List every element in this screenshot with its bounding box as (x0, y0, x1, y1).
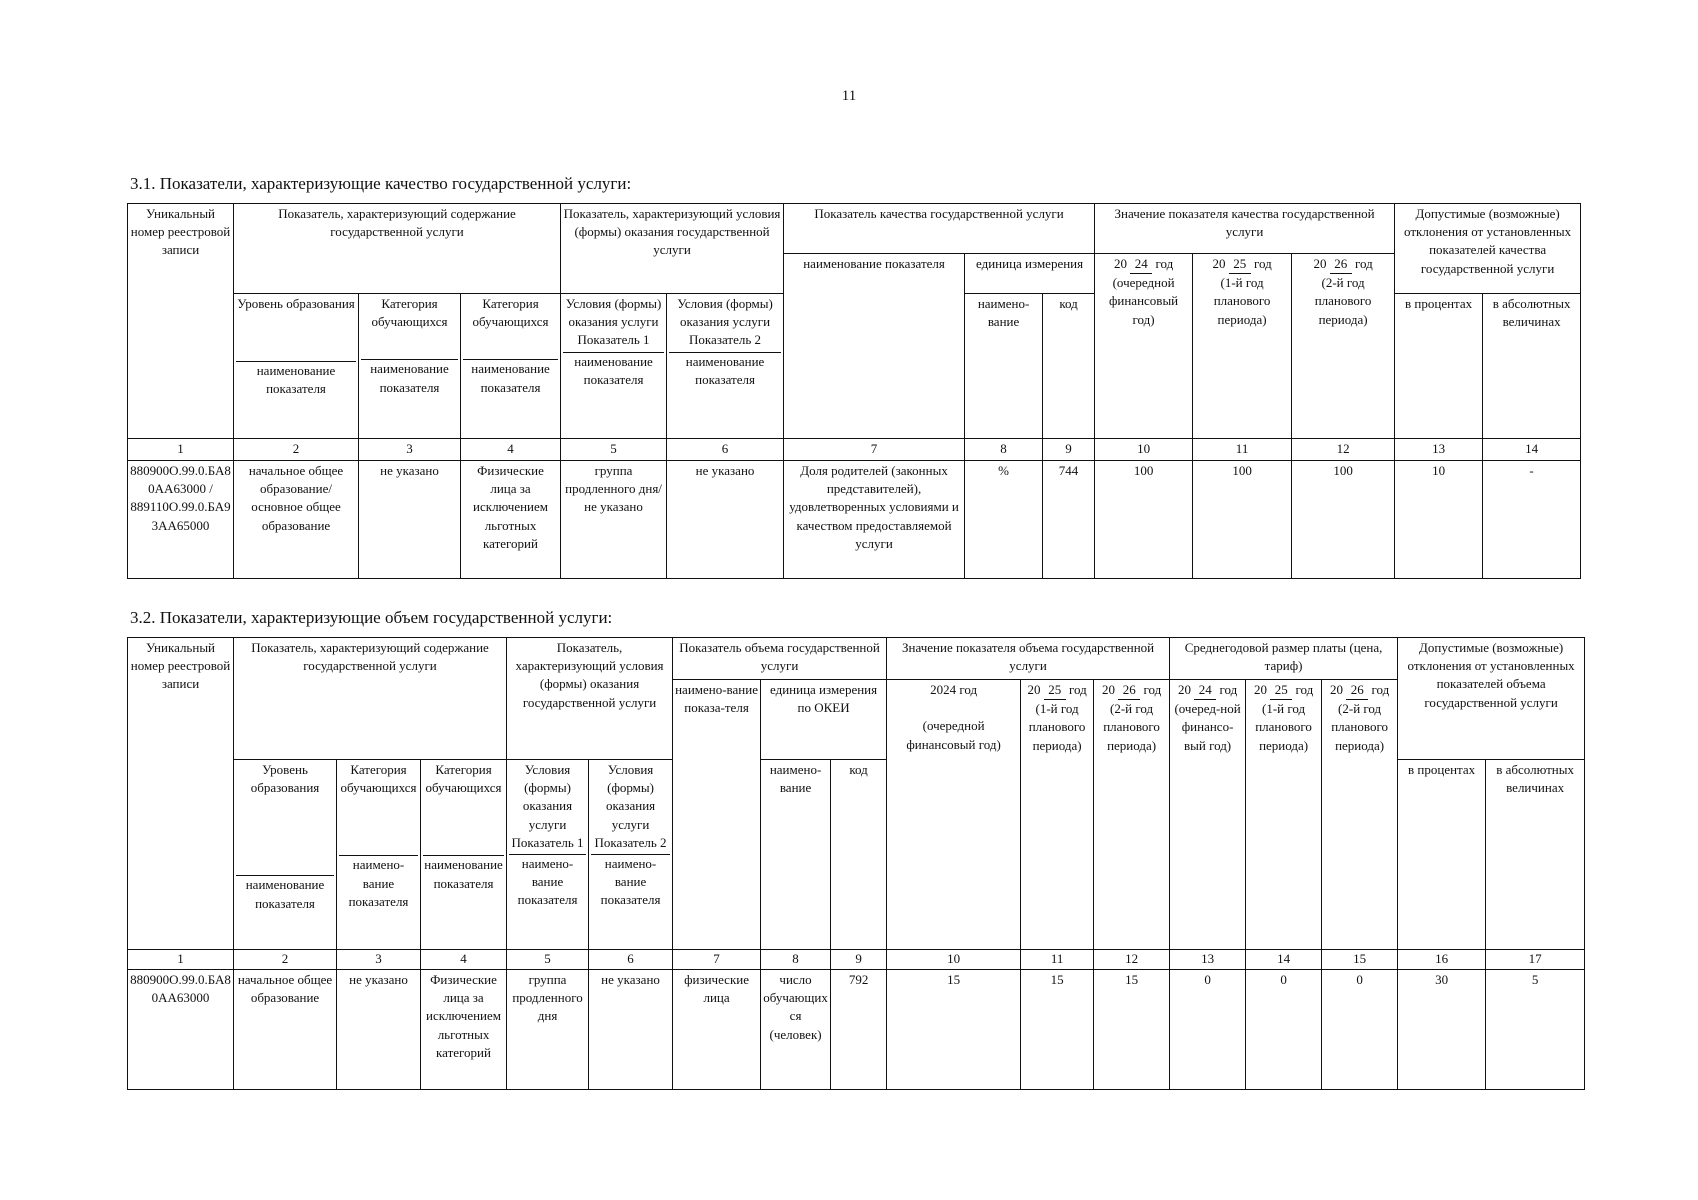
cell-value-year-2: 100 (1193, 461, 1292, 579)
cell-condition-2: не указано (589, 970, 673, 1090)
header-content: Показатель, характеризующий содержание государственной услуги (234, 638, 507, 760)
header-fee-year-3: 20 26 год (2-й год планового периода) (1322, 680, 1398, 950)
header-level: Уровень образования наименование показателя (234, 760, 337, 950)
header-fee-year-1: 20 24 год (очеред-ной финансо-вый год) (1170, 680, 1246, 950)
cell-condition-1: группа продленного дня (507, 970, 589, 1090)
cell-category-1: не указано (337, 970, 421, 1090)
cell-category-2: Физические лица за исключением льготных категорий (461, 461, 561, 579)
col-num: 1 (128, 950, 234, 970)
col-num: 3 (337, 950, 421, 970)
col-num: 11 (1193, 439, 1292, 461)
header-unit-code: код (1043, 294, 1095, 439)
header-content: Показатель, характеризующий содержание государственной услуги (234, 204, 561, 294)
col-num: 13 (1170, 950, 1246, 970)
header-registry: Уникальный номер реестровой записи (128, 638, 234, 950)
col-num: 1 (128, 439, 234, 461)
cell-registry: 880900О.99.0.БА80АА63000 / 889110О.99.0.БА93АА65000 (128, 461, 234, 579)
col-num: 7 (784, 439, 965, 461)
cell-indicator: Доля родителей (законных представителей), удовлетворенных условиями и качеством предоставляемой услуги (784, 461, 965, 579)
header-fee: Среднегодовой размер платы (цена, тариф) (1170, 638, 1398, 680)
header-value-year-2: 20 25 год (1-й год планового периода) (1021, 680, 1094, 950)
col-num: 4 (461, 439, 561, 461)
page-number: 11 (841, 88, 857, 104)
col-num: 3 (359, 439, 461, 461)
header-condition-2: Условия (формы) оказания услуги Показатель 2 наимено-вание показателя (589, 760, 673, 950)
table-row (128, 970, 1585, 1090)
header-condition-1: Условия (формы) оказания услуги Показатель 1 наимено-вание показателя (507, 760, 589, 950)
header-condition-1: Условия (формы) оказания услуги Показатель 1 наименование показателя (561, 294, 667, 439)
col-num: 5 (507, 950, 589, 970)
cell-level: начальное общее образование/ основное общее образование (234, 461, 359, 579)
header-absolute: в абсолютных величинах (1483, 294, 1581, 439)
header-category-2: Категория обучающихся наименование показателя (421, 760, 507, 950)
col-num: 10 (887, 950, 1021, 970)
cell-fee-year-3: 0 (1322, 970, 1398, 1090)
header-condition-2: Условия (формы) оказания услуги Показатель 2 наименование показателя (667, 294, 784, 439)
cell-level: начальное общее образование (234, 970, 337, 1090)
col-num: 16 (1398, 950, 1486, 970)
cell-value-year-2: 15 (1021, 970, 1094, 1090)
header-unit-okei: единица измерения по ОКЕИ (761, 680, 887, 760)
header-unit-name: наимено-вание (761, 760, 831, 950)
col-num: 13 (1395, 439, 1483, 461)
header-quality: Показатель качества государственной услуги (784, 204, 1095, 254)
col-num: 9 (1043, 439, 1095, 461)
header-volume: Показатель объема государственной услуги (673, 638, 887, 680)
cell-category-2: Физические лица за исключением льготных категорий (421, 970, 507, 1090)
cell-fee-year-2: 0 (1246, 970, 1322, 1090)
section-quality-title: 3.1. Показатели, характеризующие качество государственной услуги: (130, 174, 632, 193)
col-num: 11 (1021, 950, 1094, 970)
col-num: 4 (421, 950, 507, 970)
cell-value-year-1: 15 (887, 970, 1021, 1090)
col-num: 15 (1322, 950, 1398, 970)
header-category-1: Категория обучающихся наименование показателя (359, 294, 461, 439)
header-conditions: Показатель, характеризующий условия (формы) оказания государственной услуги (561, 204, 784, 294)
cell-condition-2: не указано (667, 461, 784, 579)
header-indicator-name: наименование показателя (784, 254, 965, 439)
header-level: Уровень образования наименование показателя (234, 294, 359, 439)
header-absolute: в абсолютных величинах (1486, 760, 1585, 950)
header-registry: Уникальный номер реестровой записи (128, 204, 234, 439)
cell-deviation-absolute: - (1483, 461, 1581, 579)
header-unit-code: код (831, 760, 887, 950)
table-row (128, 461, 1581, 579)
header-category-1: Категория обучающихся наимено-вание показателя (337, 760, 421, 950)
cell-volume-name: физические лица (673, 970, 761, 1090)
header-percent: в процентах (1398, 760, 1486, 950)
col-num: 5 (561, 439, 667, 461)
col-num: 8 (761, 950, 831, 970)
quality-indicators-table (127, 203, 1581, 579)
header-percent: в процентах (1395, 294, 1483, 439)
header-year-1: 20 24 год (очередной финансовый год) (1095, 254, 1193, 439)
header-value-year-3: 20 26 год (2-й год планового периода) (1094, 680, 1170, 950)
section-volume-title: 3.2. Показатели, характеризующие объем государственной услуги: (130, 608, 613, 627)
header-value-year-1: 2024 год (очередной финансовый год) (887, 680, 1021, 950)
cell-unit-code: 744 (1043, 461, 1095, 579)
header-unit: единица измерения (965, 254, 1095, 294)
col-num: 14 (1483, 439, 1581, 461)
cell-unit-name: число обучающихся (человек) (761, 970, 831, 1090)
col-num: 9 (831, 950, 887, 970)
cell-value-year-3: 15 (1094, 970, 1170, 1090)
cell-deviation-percent: 10 (1395, 461, 1483, 579)
col-num: 14 (1246, 950, 1322, 970)
column-numbers-row (128, 950, 1585, 970)
cell-registry: 880900О.99.0.БА80АА63000 (128, 970, 234, 1090)
header-deviations: Допустимые (возможные) отклонения от установленных показателей качества государственной услуги (1395, 204, 1581, 294)
col-num: 17 (1486, 950, 1585, 970)
cell-condition-1: группа продленного дня/ не указано (561, 461, 667, 579)
col-num: 6 (667, 439, 784, 461)
col-num: 8 (965, 439, 1043, 461)
header-deviations: Допустимые (возможные) отклонения от установленных показателей объема государственной услуги (1398, 638, 1585, 760)
header-year-2: 20 25 год (1-й год планового периода) (1193, 254, 1292, 439)
header-values: Значение показателя качества государственной услуги (1095, 204, 1395, 254)
cell-unit-code: 792 (831, 970, 887, 1090)
header-year-3: 20 26 год (2-й год планового периода) (1292, 254, 1395, 439)
cell-deviation-absolute: 5 (1486, 970, 1585, 1090)
header-volume-name: наимено-вание показа-теля (673, 680, 761, 950)
cell-unit-name: % (965, 461, 1043, 579)
volume-indicators-table (127, 637, 1585, 1090)
col-num: 2 (234, 950, 337, 970)
cell-fee-year-1: 0 (1170, 970, 1246, 1090)
col-num: 12 (1094, 950, 1170, 970)
cell-value-year-1: 100 (1095, 461, 1193, 579)
col-num: 6 (589, 950, 673, 970)
header-conditions: Показатель, характеризующий условия (формы) оказания государственной услуги (507, 638, 673, 760)
column-numbers-row (128, 439, 1581, 461)
cell-category-1: не указано (359, 461, 461, 579)
header-unit-name: наимено-вание (965, 294, 1043, 439)
col-num: 10 (1095, 439, 1193, 461)
col-num: 12 (1292, 439, 1395, 461)
cell-value-year-3: 100 (1292, 461, 1395, 579)
header-values: Значение показателя объема государственной услуги (887, 638, 1170, 680)
col-num: 7 (673, 950, 761, 970)
header-fee-year-2: 20 25 год (1-й год планового периода) (1246, 680, 1322, 950)
col-num: 2 (234, 439, 359, 461)
cell-deviation-percent: 30 (1398, 970, 1486, 1090)
header-category-2: Категория обучающихся наименование показателя (461, 294, 561, 439)
